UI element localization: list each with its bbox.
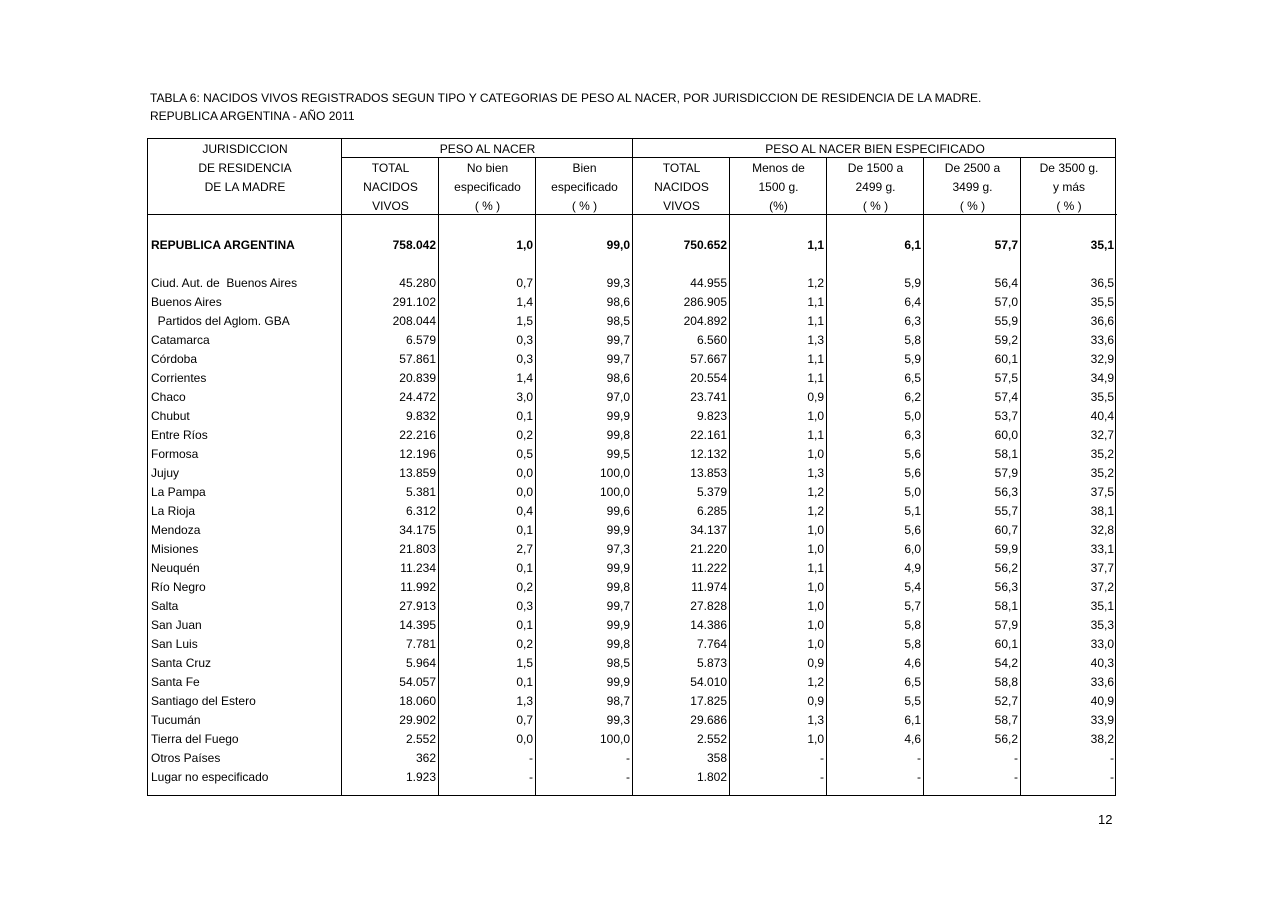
row-value: 1,0 xyxy=(807,580,824,594)
row-value: 35,2 xyxy=(1090,447,1114,461)
row-value: 98,5 xyxy=(606,656,630,670)
row-value: 33,9 xyxy=(1090,713,1114,727)
row-value: 37,7 xyxy=(1090,561,1114,575)
row-jurisdiction: Río Negro xyxy=(151,580,206,594)
row-value: 5.964 xyxy=(405,656,436,670)
row-value: 1,0 xyxy=(807,523,824,537)
row-value: 55,9 xyxy=(994,314,1018,328)
row-value: - xyxy=(1014,751,1018,765)
row-value: 6.312 xyxy=(405,504,436,518)
row-value: 3,0 xyxy=(516,390,533,404)
row-value: 291.102 xyxy=(392,295,436,309)
row-value: 98,5 xyxy=(606,314,630,328)
row-value: 53,7 xyxy=(994,409,1018,423)
row-value: 97,3 xyxy=(606,542,630,556)
row-value: 33,6 xyxy=(1090,333,1114,347)
row-value: 45.280 xyxy=(399,276,436,290)
row-value: 5,6 xyxy=(904,523,921,537)
row-value: 286.905 xyxy=(683,295,727,309)
row-value: 6,5 xyxy=(904,371,921,385)
row-value: - xyxy=(820,770,824,784)
row-jurisdiction: La Rioja xyxy=(151,504,196,518)
row-value: 6.579 xyxy=(405,333,436,347)
row-value: 37,2 xyxy=(1090,580,1114,594)
row-value: 1,1 xyxy=(807,295,824,309)
row-value: 5,6 xyxy=(904,466,921,480)
row-value: 33,1 xyxy=(1090,542,1114,556)
row-value: 99,9 xyxy=(606,409,630,423)
row-value: 54.010 xyxy=(690,675,727,689)
row-value: 21.220 xyxy=(690,542,727,556)
row-value: 1.923 xyxy=(405,770,436,784)
row-value: 58,1 xyxy=(994,447,1018,461)
row-value: 6,0 xyxy=(904,542,921,556)
row-value: 2.552 xyxy=(405,732,436,746)
row-value: 97,0 xyxy=(606,390,630,404)
row-value: 56,4 xyxy=(994,276,1018,290)
row-value: 56,3 xyxy=(994,485,1018,499)
row-value: 11.222 xyxy=(691,561,727,575)
row-jurisdiction: Partidos del Aglom. GBA xyxy=(151,314,290,328)
row-value: 99,7 xyxy=(606,599,630,613)
column-header-line: De 1500 a xyxy=(847,161,904,175)
row-value: 0,1 xyxy=(516,523,533,537)
row-value: 23.741 xyxy=(690,390,727,404)
row-value: 0,5 xyxy=(516,447,533,461)
row-value: 1,0 xyxy=(807,732,824,746)
column-header-line: JURISDICCION xyxy=(202,142,288,156)
row-value: 99,8 xyxy=(606,637,630,651)
row-value: 1,0 xyxy=(807,447,824,461)
row-value: 0,3 xyxy=(516,333,533,347)
row-value: 99,8 xyxy=(606,580,630,594)
row-value: 33,6 xyxy=(1090,675,1114,689)
row-value: 17.825 xyxy=(690,694,727,708)
row-value: 40,3 xyxy=(1090,656,1114,670)
row-value: 1,0 xyxy=(807,618,824,632)
row-value: 1,1 xyxy=(807,238,824,252)
row-value: - xyxy=(1014,770,1018,784)
row-jurisdiction: Santa Cruz xyxy=(151,656,212,670)
table-title: TABLA 6: NACIDOS VIVOS REGISTRADOS SEGUN TIPO Y CATEGORIAS DE PESO AL NACER, POR JURISDICCION DE RESIDENCIA DE LA MADRE. xyxy=(150,91,982,105)
row-value: 0,2 xyxy=(516,637,533,651)
row-value: 750.652 xyxy=(683,238,727,252)
row-value: 6,1 xyxy=(904,238,921,252)
row-value: 21.803 xyxy=(399,542,436,556)
row-jurisdiction: Catamarca xyxy=(151,333,210,347)
row-value: 32,8 xyxy=(1090,523,1114,537)
column-header-line: ( % ) xyxy=(474,199,501,213)
row-value: 6,4 xyxy=(904,295,921,309)
row-value: - xyxy=(917,751,921,765)
row-value: 35,1 xyxy=(1090,599,1114,613)
row-value: 0,9 xyxy=(807,390,824,404)
row-value: 5,4 xyxy=(904,580,921,594)
row-jurisdiction: Entre Ríos xyxy=(151,428,208,442)
column-header-line: especificado xyxy=(454,180,521,194)
row-jurisdiction: Tierra del Fuego xyxy=(151,732,239,746)
column-header-line: DE LA MADRE xyxy=(204,180,286,194)
row-value: 1,1 xyxy=(807,352,824,366)
row-value: 362 xyxy=(415,751,436,765)
row-value: 758.042 xyxy=(392,238,436,252)
row-value: 0,7 xyxy=(516,276,533,290)
row-value: 52,7 xyxy=(994,694,1018,708)
row-value: 0,7 xyxy=(516,713,533,727)
row-jurisdiction: San Juan xyxy=(151,618,202,632)
row-value: 57,4 xyxy=(994,390,1018,404)
row-value: 34,9 xyxy=(1090,371,1114,385)
row-value: 58,1 xyxy=(994,599,1018,613)
row-jurisdiction: Misiones xyxy=(151,542,199,556)
row-value: 1,5 xyxy=(516,314,533,328)
row-value: 5,0 xyxy=(904,409,921,423)
row-value: 5,8 xyxy=(904,637,921,651)
row-value: 0,2 xyxy=(516,580,533,594)
row-value: 5,9 xyxy=(904,276,921,290)
row-value: 27.828 xyxy=(690,599,727,613)
row-jurisdiction: Salta xyxy=(151,599,179,613)
row-value: 0,1 xyxy=(516,561,533,575)
row-value: 0,0 xyxy=(516,466,533,480)
page-number: 12 xyxy=(1098,812,1113,827)
row-value: 98,7 xyxy=(606,694,630,708)
row-value: 34.137 xyxy=(690,523,727,537)
row-value: 0,4 xyxy=(516,504,533,518)
row-value: 36,5 xyxy=(1090,276,1114,290)
row-value: 1,0 xyxy=(807,542,824,556)
row-value: 35,5 xyxy=(1090,390,1114,404)
row-value: 100,0 xyxy=(599,485,630,499)
row-value: 1,0 xyxy=(807,409,824,423)
row-value: - xyxy=(529,770,533,784)
row-value: 11.234 xyxy=(400,561,436,575)
data-table xyxy=(147,138,1116,796)
row-value: - xyxy=(820,751,824,765)
row-value: 99,8 xyxy=(606,428,630,442)
row-value: 38,1 xyxy=(1090,504,1114,518)
row-value: 204.892 xyxy=(683,314,727,328)
row-value: 1,3 xyxy=(807,713,824,727)
row-value: 2.552 xyxy=(696,732,727,746)
row-value: 33,0 xyxy=(1090,637,1114,651)
row-value: 1,4 xyxy=(516,371,533,385)
row-value: 35,5 xyxy=(1090,295,1114,309)
row-value: 358 xyxy=(706,751,727,765)
row-value: 0,1 xyxy=(516,409,533,423)
row-value: 1,2 xyxy=(807,675,824,689)
row-value: 1,4 xyxy=(516,295,533,309)
column-header-line: (%) xyxy=(769,199,788,213)
row-value: 6.285 xyxy=(696,504,727,518)
row-value: 7.781 xyxy=(405,637,436,651)
row-value: 22.216 xyxy=(399,428,436,442)
row-value: 57.861 xyxy=(399,352,436,366)
row-value: 44.955 xyxy=(690,276,727,290)
row-value: 5,8 xyxy=(904,333,921,347)
row-value: 0,3 xyxy=(516,352,533,366)
row-value: 0,1 xyxy=(516,618,533,632)
row-value: 1,1 xyxy=(807,428,824,442)
row-jurisdiction: Chaco xyxy=(151,390,186,404)
row-value: 5.379 xyxy=(696,485,727,499)
column-header-line: ( % ) xyxy=(1056,199,1082,213)
group-header-peso-al-nacer: PESO AL NACER xyxy=(439,142,536,156)
column-header-line: VIVOS xyxy=(372,199,409,213)
row-value: 1,0 xyxy=(516,238,533,252)
group-header-divider xyxy=(341,157,1116,158)
row-value: 56,2 xyxy=(994,732,1018,746)
row-value: 12.196 xyxy=(399,447,436,461)
row-value: 0,9 xyxy=(807,694,824,708)
row-value: 99,6 xyxy=(606,504,630,518)
group-header-peso-bien-especificado: PESO AL NACER BIEN ESPECIFICADO xyxy=(765,142,985,156)
row-value: 38,2 xyxy=(1090,732,1114,746)
row-value: 5,5 xyxy=(904,694,921,708)
row-value: 0,0 xyxy=(516,732,533,746)
row-value: 6,3 xyxy=(904,314,921,328)
row-value: 100,0 xyxy=(599,732,630,746)
row-value: 57,0 xyxy=(994,295,1018,309)
row-value: 4,6 xyxy=(904,656,921,670)
row-value: 99,9 xyxy=(606,618,630,632)
row-value: 0,9 xyxy=(807,656,824,670)
row-value: 5,8 xyxy=(904,618,921,632)
row-value: 99,9 xyxy=(606,561,630,575)
row-value: 40,4 xyxy=(1090,409,1114,423)
column-header-line: De 2500 a xyxy=(944,161,1001,175)
row-jurisdiction: REPUBLICA ARGENTINA xyxy=(151,238,295,252)
row-value: 5,1 xyxy=(904,504,921,518)
row-value: 57,5 xyxy=(994,371,1018,385)
row-value: 99,9 xyxy=(606,675,630,689)
row-value: 0,1 xyxy=(516,675,533,689)
row-value: 14.395 xyxy=(399,618,436,632)
column-header-line: ( % ) xyxy=(571,199,598,213)
row-value: 57.667 xyxy=(690,352,727,366)
row-value: 1,1 xyxy=(807,561,824,575)
row-value: - xyxy=(626,770,630,784)
row-value: 99,7 xyxy=(606,333,630,347)
row-value: 98,6 xyxy=(606,295,630,309)
row-value: - xyxy=(1110,770,1114,784)
row-value: 1,3 xyxy=(807,466,824,480)
row-value: 36,6 xyxy=(1090,314,1114,328)
row-value: 99,0 xyxy=(606,238,630,252)
row-jurisdiction: Chubut xyxy=(151,409,190,423)
table-subtitle: REPUBLICA ARGENTINA - AÑO 2011 xyxy=(150,109,355,123)
row-value: 6,3 xyxy=(904,428,921,442)
row-value: 12.132 xyxy=(690,447,727,461)
row-value: 1.802 xyxy=(696,770,727,784)
row-value: 60,7 xyxy=(994,523,1018,537)
row-jurisdiction: Ciud. Aut. de Buenos Aires xyxy=(151,276,298,290)
row-jurisdiction: Corrientes xyxy=(151,371,207,385)
row-jurisdiction: Córdoba xyxy=(151,352,198,366)
row-value: 6.560 xyxy=(696,333,727,347)
row-value: 5,9 xyxy=(904,352,921,366)
row-value: 11.992 xyxy=(400,580,436,594)
row-value: 20.554 xyxy=(690,371,727,385)
row-value: 208.044 xyxy=(392,314,436,328)
row-value: 0,3 xyxy=(516,599,533,613)
row-value: 13.859 xyxy=(399,466,436,480)
row-value: - xyxy=(626,751,630,765)
row-value: 1,0 xyxy=(807,637,824,651)
row-value: 5,7 xyxy=(904,599,921,613)
row-value: 56,2 xyxy=(994,561,1018,575)
row-value: 9.832 xyxy=(405,409,436,423)
row-value: 58,8 xyxy=(994,675,1018,689)
row-jurisdiction: Neuquén xyxy=(151,561,200,575)
row-jurisdiction: San Luis xyxy=(151,637,198,651)
row-value: 14.386 xyxy=(690,618,727,632)
row-value: - xyxy=(917,770,921,784)
row-value: 99,7 xyxy=(606,352,630,366)
row-value: 13.853 xyxy=(690,466,727,480)
column-header-line: TOTAL xyxy=(371,161,410,175)
row-value: 5.873 xyxy=(696,656,727,670)
row-jurisdiction: Tucumán xyxy=(151,713,201,727)
row-value: 35,1 xyxy=(1090,238,1114,252)
row-value: 57,7 xyxy=(994,238,1018,252)
column-header-line: ( % ) xyxy=(959,199,986,213)
row-jurisdiction: Santiago del Estero xyxy=(151,694,256,708)
column-header-line: De 3500 g. xyxy=(1039,161,1099,175)
row-value: 6,5 xyxy=(904,675,921,689)
row-value: 1,2 xyxy=(807,276,824,290)
row-jurisdiction: Santa Fe xyxy=(151,675,200,689)
row-value: 29.902 xyxy=(399,713,436,727)
row-value: 18.060 xyxy=(399,694,436,708)
row-value: 35,3 xyxy=(1090,618,1114,632)
row-value: 11.974 xyxy=(691,580,727,594)
column-header-line: ( % ) xyxy=(862,199,889,213)
row-value: 4,9 xyxy=(904,561,921,575)
row-value: 4,6 xyxy=(904,732,921,746)
row-value: 54,2 xyxy=(994,656,1018,670)
row-value: 99,5 xyxy=(606,447,630,461)
row-value: 59,9 xyxy=(994,542,1018,556)
row-jurisdiction: Jujuy xyxy=(151,466,180,480)
row-value: 57,9 xyxy=(994,466,1018,480)
row-value: 59,2 xyxy=(994,333,1018,347)
row-jurisdiction: Lugar no especificado xyxy=(151,770,269,784)
row-value: 29.686 xyxy=(690,713,727,727)
row-value: 37,5 xyxy=(1090,485,1114,499)
column-header-line: Bien xyxy=(572,161,597,175)
row-value: 1,1 xyxy=(807,371,824,385)
column-header-line: 1500 g. xyxy=(758,180,799,194)
row-value: 24.472 xyxy=(399,390,436,404)
row-value: 22.161 xyxy=(690,428,727,442)
row-value: 1,3 xyxy=(807,333,824,347)
row-jurisdiction: Mendoza xyxy=(151,523,201,537)
row-jurisdiction: La Pampa xyxy=(151,485,206,499)
row-value: 60,1 xyxy=(994,352,1018,366)
row-value: - xyxy=(529,751,533,765)
column-header-line: Menos de xyxy=(752,161,805,175)
row-value: 7.764 xyxy=(696,637,727,651)
row-value: 99,3 xyxy=(606,713,630,727)
row-value: 98,6 xyxy=(606,371,630,385)
row-value: 58,7 xyxy=(994,713,1018,727)
column-header-line: 2499 g. xyxy=(855,180,896,194)
column-header-line: y más xyxy=(1052,180,1085,194)
row-value: 32,7 xyxy=(1090,428,1114,442)
row-value: 35,2 xyxy=(1090,466,1114,480)
row-value: 34.175 xyxy=(399,523,436,537)
row-value: 54.057 xyxy=(399,675,436,689)
row-value: 1,2 xyxy=(807,504,824,518)
row-value: 1,2 xyxy=(807,485,824,499)
row-value: 6,1 xyxy=(904,713,921,727)
row-jurisdiction: Formosa xyxy=(151,447,199,461)
row-value: 9.823 xyxy=(696,409,727,423)
header-divider xyxy=(148,214,1117,215)
row-value: 5.381 xyxy=(405,485,436,499)
column-header-line: DE RESIDENCIA xyxy=(198,161,292,175)
row-value: 2,7 xyxy=(516,542,533,556)
row-value: 5,0 xyxy=(904,485,921,499)
row-value: 32,9 xyxy=(1090,352,1114,366)
row-value: 0,2 xyxy=(516,428,533,442)
row-value: 100,0 xyxy=(599,466,630,480)
row-value: 40,9 xyxy=(1090,694,1114,708)
row-value: 1,0 xyxy=(807,599,824,613)
row-jurisdiction: Buenos Aires xyxy=(151,295,222,309)
row-jurisdiction: Otros Países xyxy=(151,751,221,765)
row-value: 5,6 xyxy=(904,447,921,461)
row-value: 99,9 xyxy=(606,523,630,537)
column-header-line: especificado xyxy=(551,180,618,194)
row-value: 0,0 xyxy=(516,485,533,499)
row-value: 1,1 xyxy=(807,314,824,328)
column-header-line: NACIDOS xyxy=(654,180,709,194)
row-value: 20.839 xyxy=(399,371,436,385)
row-value: 27.913 xyxy=(399,599,436,613)
column-header-line: 3499 g. xyxy=(952,180,993,194)
row-value: 57,9 xyxy=(994,618,1018,632)
column-header-line: No bien xyxy=(466,161,509,175)
row-value: 56,3 xyxy=(994,580,1018,594)
row-value: 1,5 xyxy=(516,656,533,670)
row-value: 1,3 xyxy=(516,694,533,708)
column-header-line: TOTAL xyxy=(662,161,701,175)
row-value: 55,7 xyxy=(994,504,1018,518)
row-value: 60,1 xyxy=(994,637,1018,651)
row-value: 60,0 xyxy=(994,428,1018,442)
row-value: 6,2 xyxy=(904,390,921,404)
row-value: 99,3 xyxy=(606,276,630,290)
column-header-line: VIVOS xyxy=(663,199,700,213)
row-value: - xyxy=(1110,751,1114,765)
column-header-line: NACIDOS xyxy=(363,180,418,194)
